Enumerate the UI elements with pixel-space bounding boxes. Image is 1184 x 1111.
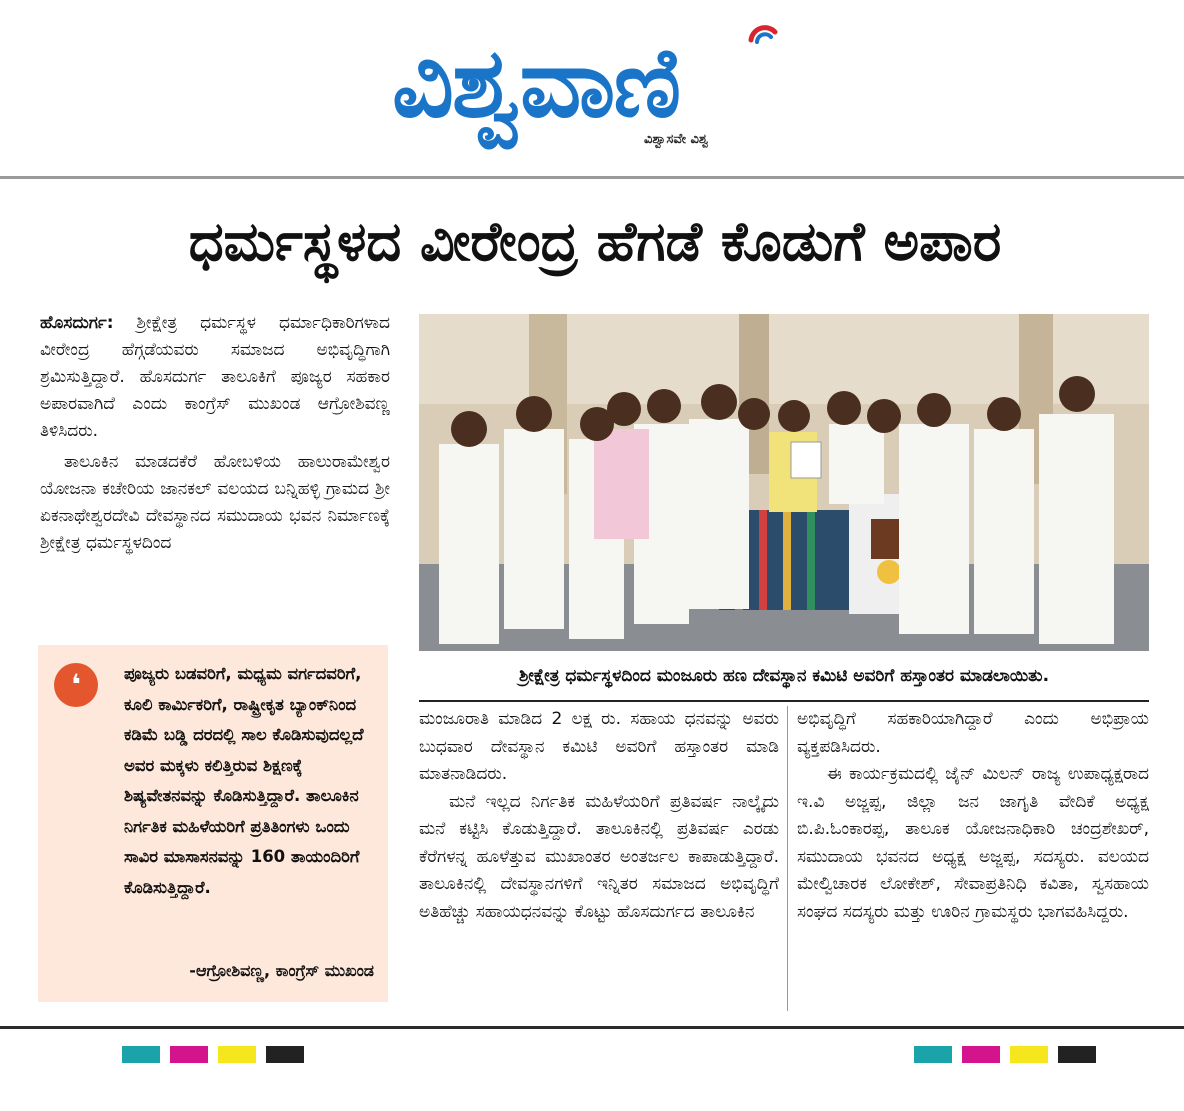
article-column-left	[40, 310, 390, 645]
registration-marks-left	[122, 1046, 304, 1063]
paragraph-6: ಈ ಕಾರ್ಯಕ್ರಮದಲ್ಲಿ ಜೈನ್ ಮಿಲನ್ ರಾಜ್ಯ ಉಪಾಧ್ಯಕ್ಷರಾದ ಇ.ವಿ ಅಜ್ಜಪ್ಪ, ಜಿಲ್ಲಾ ಜನ ಜಾಗೃತಿ ವೇದಿಕೆ ಅಧ್ಯಕ್ಷ ಬಿ.ಪಿ.ಓಂಕಾರಪ್ಪ, ತಾಲೂಕ ಯೋಜನಾಧಿಕಾರಿ ಚಂದ್ರಶೇಖರ್, ಸಮುದಾಯ ಭವನದ ಅಧ್ಯಕ್ಷ ಅಜ್ಜಪ್ಪ, ಸದಸ್ಯರು. ವಲಯದ ಮೇಲ್ವಿಚಾರಕ ಲೋಕೇಶ್, ಸೇವಾಪ್ರತಿನಿಧಿ ಕವಿತಾ, ಸ್ವಸಹಾಯ ಸಂಘದ ಸದಸ್ಯರು ಮತ್ತು ಊರಿನ ಗ್ರಾಮಸ್ಥರು ಭಾಗವಹಿಸಿದ್ದರು.	[797, 764, 1149, 922]
registration-swatch	[962, 1046, 1000, 1063]
column-divider	[787, 706, 788, 1011]
pull-quote-body: ಪೂಜ್ಯರು ಬಡವರಿಗೆ, ಮಧ್ಯಮ ವರ್ಗದವರಿಗೆ, ಕೂಲಿ ಕಾರ್ಮಿಕರಿಗೆ, ರಾಷ್ಟ್ರೀಕೃತ ಬ್ಯಾಂಕ್‌ನಿಂದ ಕಡಿಮೆ ಬಡ್ಡಿ ದರದಲ್ಲಿ ಸಾಲ ಕೊಡಿಸುವುದಲ್ಲದೆ ಅವರ ಮಕ್ಕಳು ಕಲಿತ್ತಿರುವ ಶಿಕ್ಷಣಕ್ಕೆ ಶಿಷ್ಯವೇತನವನ್ನು ಕೊಡಿಸುತ್ತಿದ್ದಾರೆ. ತಾಲೂಕಿನ ನಿರ್ಗತಿಕ ಮಹಿಳೆಯರಿಗೆ ಪ್ರತಿತಿಂಗಳು ಒಂದು ಸಾವಿರ ಮಾಸಾಸನವನ್ನು 160 ತಾಯಂದಿರಿಗೆ ಕೊಡಿಸುತ್ತಿದ್ದಾರೆ.	[124, 664, 364, 897]
paragraph-4: ಮನೆ ಇಲ್ಲದ ನಿರ್ಗತಿಕ ಮಹಿಳೆಯರಿಗೆ ಪ್ರತಿವರ್ಷ ನಾಲ್ಕೈದು ಮನೆ ಕಟ್ಟಿಸಿ ಕೊಡುತ್ತಿದ್ದಾರೆ. ತಾಲೂಕಿನಲ್ಲಿ ಪ್ರತಿವರ್ಷ ಎರಡು ಕೆರೆಗಳನ್ನ ಹೂಳೆತ್ತುವ ಮುಖಾಂತರ ಅಂತರ್ಜಲ ಕಾಪಾಡುತ್ತಿದ್ದಾರೆ. ತಾಲೂಕಿನಲ್ಲಿ ದೇವಸ್ಥಾನಗಳಿಗೆ ಇನ್ನಿತರ ಸಮಾಜದ ಅಭಿವೃದ್ಧಿಗೆ ಅತಿಹೆಚ್ಚು ಸಹಾಯಧನವನ್ನು ಕೊಟ್ಟು ಹೊಸದುರ್ಗದ ತಾಲೂಕಿನ	[419, 791, 779, 922]
paragraph-2: ತಾಲೂಕಿನ ಮಾಡದಕೆರೆ ಹೋಬಳಿಯ ಹಾಲುರಾಮೇಶ್ವರ ಯೋಜನಾ ಕಚೇರಿಯ ಜಾನಕಲ್ ವಲಯದ ಬನ್ನಿಹಳ್ಳಿ ಗ್ರಾಮದ ಶ್ರೀ ಏಕನಾಥೇಶ್ವರದೇವಿ ದೇವಸ್ಥಾನದ ಸಮುದಾಯ ಭವನ ನಿರ್ಮಾಣಕ್ಕೆ ಶ್ರೀಕ್ಷೇತ್ರ ಧರ್ಮಸ್ಥಳದಿಂದ	[40, 452, 390, 553]
quote-mark-icon: ❛	[54, 663, 98, 707]
registration-swatch	[218, 1046, 256, 1063]
paragraph-1: ಶ್ರೀಕ್ಷೇತ್ರ ಧರ್ಮಸ್ಥಳ ಧರ್ಮಾಧಿಕಾರಿಗಳಾದ ವೀರೇಂದ್ರ ಹೆಗ್ಗಡೆಯವರು ಸಮಾಜದ ಅಭಿವೃದ್ಧಿಗಾಗಿ ಶ್ರಮಿಸುತ್ತಿದ್ದಾರೆ. ಹೊಸದುರ್ಗ ತಾಲೂಕಿಗೆ ಪೂಜ್ಯರ ಸಹಕಾರ ಅಪಾರವಾಗಿದೆ ಎಂದು ಕಾಂಗ್ರೆಸ್ ಮುಖಂಡ ಆಗ್ರೋಶಿವಣ್ಣ ತಿಳಿಸಿದರು.	[40, 313, 390, 441]
registration-swatch	[170, 1046, 208, 1063]
paragraph-3: ಮಂಜೂರಾತಿ ಮಾಡಿದ 2 ಲಕ್ಷ ರು. ಸಹಾಯ ಧನವನ್ನು ಅವರು ಬುಧವಾರ ದೇವಸ್ಥಾನ ಕಮಿಟಿ ಅವರಿಗೆ ಹಸ್ತಾಂತರ ಮಾಡಿ ಮಾತನಾಡಿದರು.	[419, 709, 779, 784]
registration-swatch	[1010, 1046, 1048, 1063]
logo-text: ವಿಶ್ವವಾಣಿ	[392, 27, 680, 139]
registration-marks-right	[914, 1046, 1096, 1063]
footer-divider	[0, 1026, 1184, 1029]
pull-quote-author: -ಆಗ್ರೋಶಿವಣ್ಣ, ಕಾಂಗ್ರೆಸ್ ಮುಖಂಡ	[189, 961, 374, 980]
newspaper-logo[interactable]	[392, 24, 792, 154]
masthead	[0, 0, 1184, 176]
photo-caption: ಶ್ರೀಕ್ಷೇತ್ರ ಧರ್ಮಸ್ಥಳದಿಂದ ಮಂಜೂರು ಹಣ ದೇವಸ್ಥಾನ ಕಮಿಟಿ ಅವರಿಗೆ ಹಸ್ತಾಂತರ ಮಾಡಲಾಯಿತು.	[518, 666, 1050, 686]
registration-swatch	[914, 1046, 952, 1063]
registration-swatch	[1058, 1046, 1096, 1063]
dateline: ಹೊಸದುರ್ಗ:	[40, 313, 114, 333]
logo-tagline: ವಿಶ್ವಾಸವೇ ವಿಶ್ವ	[644, 132, 709, 147]
masthead-divider	[0, 176, 1184, 179]
article-headline: ಧರ್ಮಸ್ಥಳದ ವೀರೇಂದ್ರ ಹೆಗಡೆ ಕೊಡುಗೆ ಅಪಾರ	[188, 210, 1002, 273]
group-photo-illustration	[419, 314, 1149, 651]
article-photo[interactable]	[419, 314, 1149, 651]
caption-divider	[419, 700, 1149, 702]
registration-swatch	[122, 1046, 160, 1063]
article-column-right	[797, 706, 1149, 1011]
paragraph-5: ಅಭಿವೃದ್ಧಿಗೆ ಸಹಕಾರಿಯಾಗಿದ್ದಾರೆ ಎಂದು ಅಭಿಪ್ರಾಯ ವ್ಯಕ್ತಪಡಿಸಿದರು.	[797, 709, 1149, 757]
article-column-middle	[419, 706, 779, 1011]
pull-quote-text	[56, 659, 374, 903]
registration-swatch	[266, 1046, 304, 1063]
pull-quote-box	[38, 645, 388, 1002]
logo-signal-arc-icon	[747, 20, 779, 52]
